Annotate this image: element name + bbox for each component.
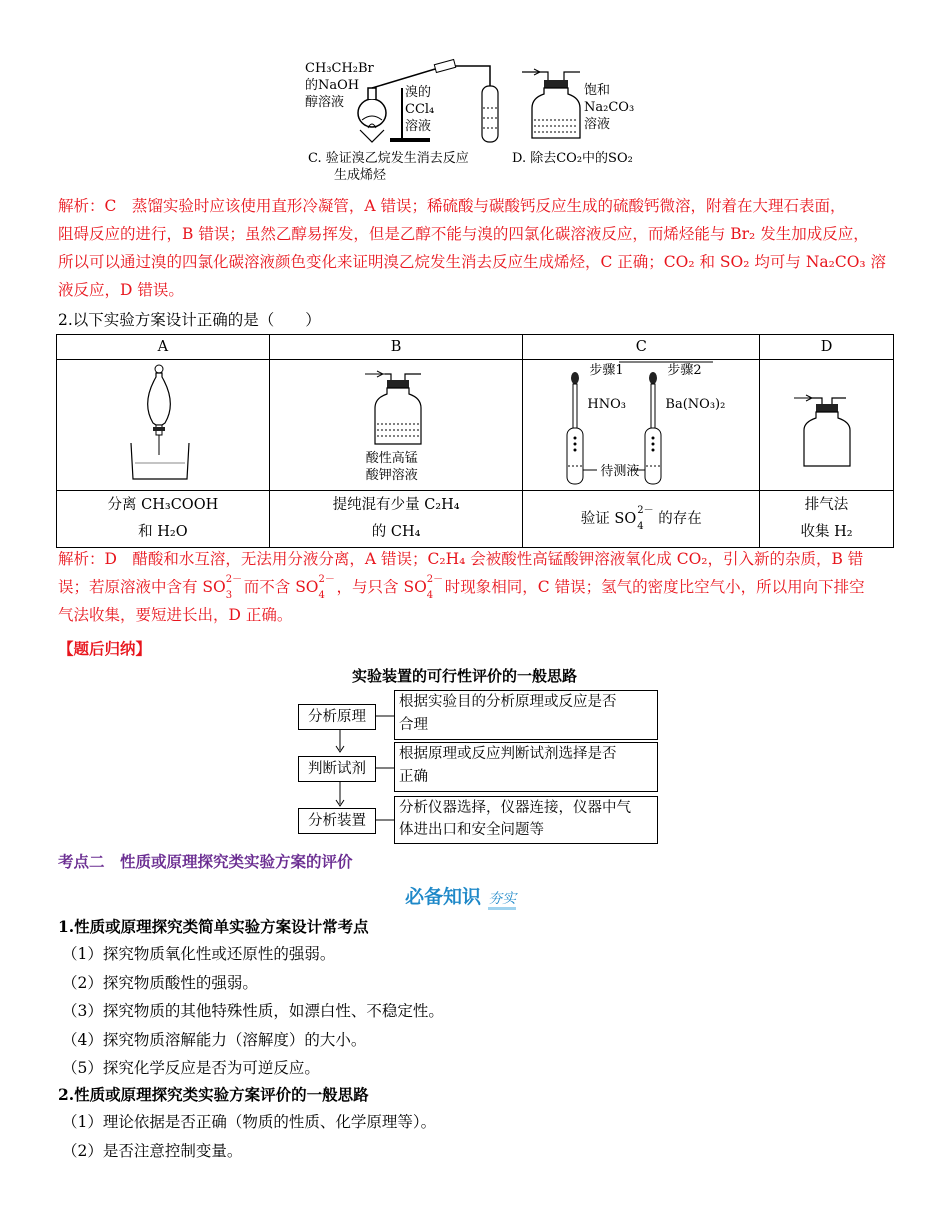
list-item: （4）探究物质溶解能力（溶解度）的大小。 (62, 1030, 367, 1049)
figure-c (300, 58, 500, 188)
image-b-label: 酸性高锰 酸钾溶液 (365, 451, 418, 483)
distillation-apparatus-drawing (350, 58, 500, 146)
image-a (57, 360, 270, 491)
section-2-heading-2: 2.性质或原理探究类实验方案评价的一般思路 (58, 1085, 369, 1104)
header-b: B (269, 335, 523, 360)
separatory-funnel-drawing (123, 363, 203, 483)
figure-d-label: 饱和 Na₂CO₃ 溶液 (584, 83, 635, 132)
flow-step-2-label: 判断试剂 (298, 756, 376, 782)
gas-collection-bottle-drawing (792, 368, 862, 478)
option-b-text: 提纯混有少量 C₂H₄ 的 CH₄ (269, 491, 523, 548)
header-c: C (523, 335, 760, 360)
reagent1-label: HNO₃ (587, 397, 627, 412)
image-b (269, 360, 523, 491)
banner-sub: 夯实 (488, 891, 516, 910)
section-2-title: 考点二 性质或原理探究类实验方案的评价 (58, 852, 353, 871)
figure-c-caption: C. 验证溴乙烷发生消去反应 生成烯烃 (308, 151, 469, 183)
flow-step-3-label: 分析装置 (298, 808, 376, 834)
list-item: （5）探究化学反应是否为可逆反应。 (62, 1059, 320, 1077)
list-item: （1）探究物质氧化性或还原性的强弱。 (62, 945, 336, 963)
figure-d-caption: D. 除去CO₂中的SO₂ (512, 151, 633, 166)
step1-label: 步骤1 (589, 363, 624, 378)
option-a-text: 分离 CH₃COOH 和 H₂O (57, 491, 270, 548)
list-item: （2）探究物质酸性的强弱。 (62, 973, 258, 992)
list-item: （3）探究物质的其他特殊性质，如漂白性、不稳定性。 (62, 1002, 444, 1020)
image-d (760, 360, 894, 491)
option-d-text: 排气法 收集 H₂ (760, 491, 894, 548)
analysis-1: 解析：C 蒸馏实验时应该使用直形冷凝管，A 错误；稀硫酸与碳酸钙反应生成的硫酸钙微溶，附着在大理石表面， 阻碍反应的进行，B 错误；虽然乙醇易挥发，但是乙醇不能与溴的四氯化碳溶液反应，而烯烃能与 Br₂ 发生加成反应， 所以可以通过溴的四氯化碳溶液颜色变化来证明溴乙烷发生消去反应生成烯烃，C 正确；CO₂ 和 SO₂ 均可与 Na₂CO₃ 溶 液反应，D 错误。 (58, 197, 887, 299)
list-item: （2）是否注意控制变量。 (62, 1141, 243, 1160)
section-2-list-2 (62, 1108, 436, 1165)
flow-step-1-desc: 根据实验目的分析原理或反应是否 合理 (394, 690, 658, 740)
reagent2-label: Ba(NO₃)₂ (665, 397, 726, 412)
header-a: A (57, 335, 270, 360)
question-2-table (56, 334, 894, 548)
option-c-text: 验证 SO 2－ 4 的存在 (523, 491, 760, 548)
header-d: D (760, 335, 894, 360)
sample-label: 待测液 (600, 464, 640, 479)
flow-step-3-desc: 分析仪器选择，仪器连接，仪器中气 体进出口和安全问题等 (394, 796, 658, 844)
figure-c-left-label: CH₃CH₂Br 的NaOH 醇溶液 (305, 61, 374, 110)
flow-title: 实验装置的可行性评价的一般思路 (352, 667, 578, 685)
list-item: （1）理论依据是否正确（物质的性质、化学原理等）。 (62, 1113, 437, 1131)
gas-washing-bottle-drawing (520, 64, 590, 142)
section-2-heading-1: 1.性质或原理探究类简单实验方案设计常考点 (58, 917, 369, 936)
step2-label: 步骤2 (667, 363, 702, 378)
section-2-list-1 (62, 940, 444, 1083)
analysis-2: 解析：D 醋酸和水互溶，无法用分液分离，A 错误；C₂H₄ 会被酸性高锰酸钾溶液氧化成 CO₂，引入新的杂质，B 错 误；若原溶液中含有 SO 2－ 3 而不含 SO 2－ 4 ，与只含 SO 2－ 4 时现象相同，C 错误；氢气的密度比空气小，所以用向下排空 气法收集，要短进长出，D 正确。 (58, 550, 865, 624)
flow-step-2-desc: 根据原理或反应判断试剂选择是否 正确 (394, 742, 658, 792)
section-banner (405, 882, 516, 908)
figure-d (512, 64, 652, 174)
summary-tag: 【题后归纳】 (58, 639, 152, 658)
washing-bottle-kmno4-drawing (365, 368, 435, 448)
flow-step-1-label: 分析原理 (298, 704, 376, 730)
image-c (523, 360, 760, 491)
question-2-title: 2.以下实验方案设计正确的是（ ） (58, 311, 321, 329)
test-tube-steps-drawing (563, 360, 726, 488)
figure-c-right-label: 溴的 CCl₄ 溶液 (405, 85, 435, 134)
banner-main: 必备知识 (405, 886, 482, 908)
